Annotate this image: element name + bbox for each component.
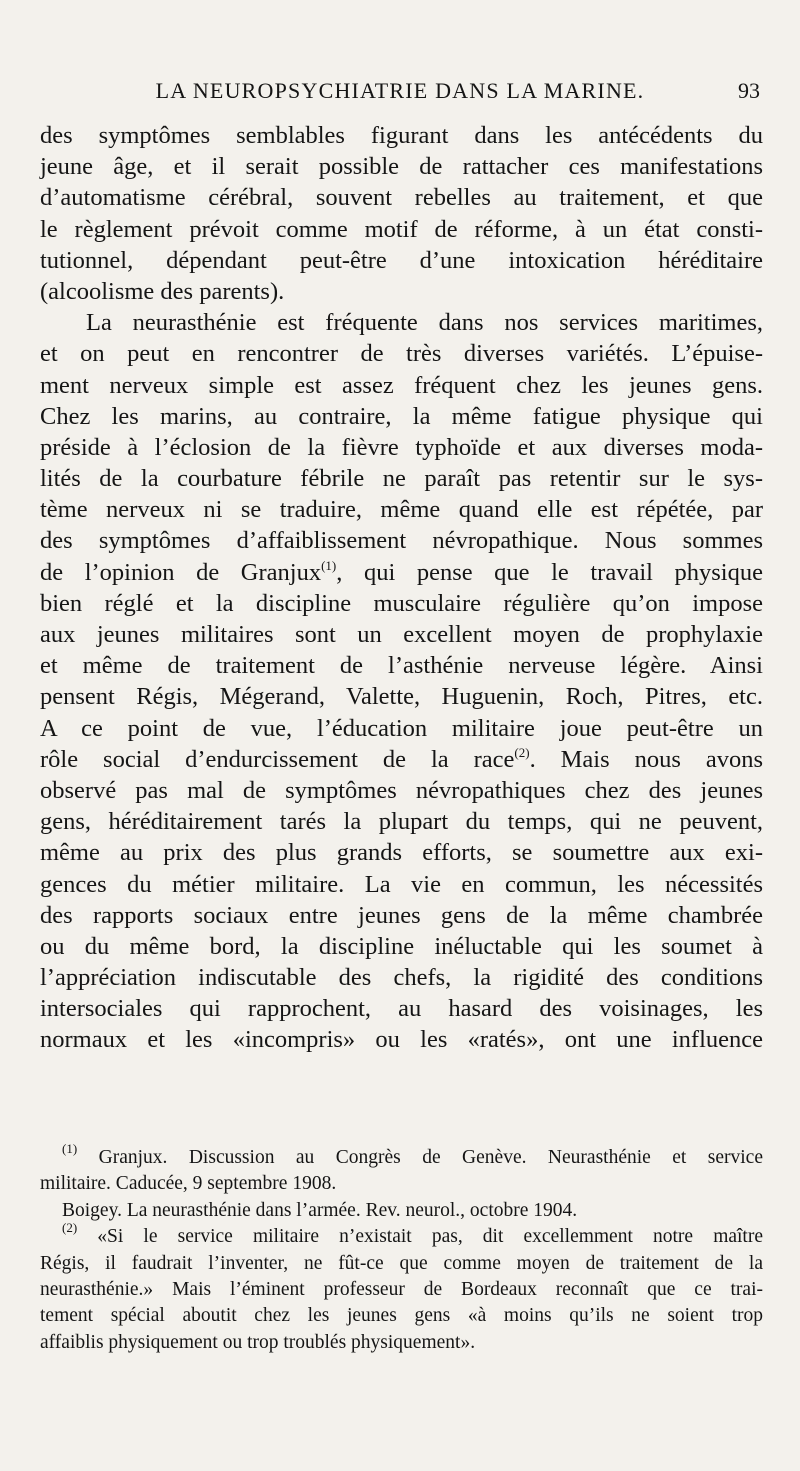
text-line xyxy=(40,525,763,556)
text-line-content: bien réglé et la discipline musculaire régulière qu’on impose xyxy=(40,589,763,617)
footnote-text: «Si le service militaire n’existait pas, dit excellemment notre maître xyxy=(97,1226,763,1248)
text-line xyxy=(40,650,763,681)
text-line-content: observé pas mal de symptômes névropathiques chez des jeunes xyxy=(40,776,763,804)
text-line xyxy=(40,931,763,962)
text-line xyxy=(40,806,763,837)
text-line-content: le règlement prévoit comme motif de réforme, à un état consti- xyxy=(40,215,763,243)
text-line-content: La neurasthénie est fréquente dans nos services maritimes, xyxy=(86,309,763,337)
text-line xyxy=(40,494,763,525)
text-line-content: tème nerveux ni se traduire, même quand elle est répétée, par xyxy=(40,496,763,524)
text-line-content: rôle social d’endurcissement de la race xyxy=(40,745,515,773)
footnote-line xyxy=(40,1198,763,1224)
text-line-content: des symptômes semblables figurant dans les antécédents du xyxy=(40,122,763,149)
text-line xyxy=(40,993,763,1024)
text-line-content: normaux et les «incompris» ou les «ratés», ont une influence xyxy=(40,1026,763,1054)
footnote-reference: (1) xyxy=(321,557,337,573)
footnotes xyxy=(40,1141,763,1356)
text-line-continuation: , qui pense que le travail physique xyxy=(336,558,763,586)
text-line-content: d’automatisme cérébral, souvent rebelles au traitement, et que xyxy=(40,184,763,212)
text-line-continuation: . Mais nous avons xyxy=(529,745,763,773)
footnote-reference: (2) xyxy=(514,744,530,760)
text-line xyxy=(40,276,763,307)
footnote-text: militaire. Caducée, 9 septembre 1908. xyxy=(40,1173,337,1195)
footnote-line xyxy=(40,1303,763,1329)
text-line xyxy=(40,338,763,369)
footnote-text: Régis, il faudrait l’inventer, ne fût-ce que comme moyen de traitement de la xyxy=(40,1252,763,1274)
running-title: LA NEUROPSYCHIATRIE DANS LA MARINE. xyxy=(155,78,645,103)
text-line-content: de l’opinion de Granjux xyxy=(40,558,322,586)
footnote-text: Granjux. Discussion au Congrès de Genève. Neurasthénie et service xyxy=(98,1147,763,1168)
text-line-content: Chez les marins, au contraire, la même fatigue physique qui xyxy=(40,402,763,430)
footnote-line xyxy=(40,1141,763,1171)
text-line-content: A ce point de vue, l’éducation militaire joue peut-être un xyxy=(40,714,763,742)
footnote-line xyxy=(40,1330,763,1356)
text-line xyxy=(40,151,763,182)
text-line-content: tutionnel, dépendant peut-être d’une intoxication héréditaire xyxy=(40,246,763,274)
footnote-text: affaiblis physiquement ou trop troublés physiquement». xyxy=(40,1331,476,1353)
text-line xyxy=(40,370,763,401)
text-line-content: des rapports sociaux entre jeunes gens de la même chambrée xyxy=(40,901,763,929)
text-line xyxy=(40,182,763,213)
text-line xyxy=(40,401,763,432)
text-line-content: (alcoolisme des parents). xyxy=(40,277,285,305)
page-header xyxy=(40,78,760,110)
text-line-content: ment nerveux simple est assez fréquent chez les jeunes gens. xyxy=(40,371,763,399)
text-line-content: jeune âge, et il serait possible de rattacher ces manifestations xyxy=(40,153,763,181)
text-line xyxy=(40,869,763,900)
text-line xyxy=(40,837,763,868)
text-line xyxy=(40,900,763,931)
text-line-content: même au prix des plus grands efforts, se soumettre aux exi- xyxy=(40,839,763,867)
text-line xyxy=(40,120,763,151)
text-line xyxy=(40,432,763,463)
text-line-content: pensent Régis, Mégerand, Valette, Huguenin, Roch, Pitres, etc. xyxy=(40,683,763,711)
main-text xyxy=(40,120,763,1056)
text-line-content: gences du métier militaire. La vie en commun, les nécessités xyxy=(40,870,763,898)
text-line xyxy=(40,775,763,806)
footnote-text: neurasthénie.» Mais l’éminent professeur de Bordeaux reconnaît que ce trai- xyxy=(40,1278,763,1300)
footnote-text: tement spécial aboutit chez les jeunes gens «à moins qu’ils ne soient trop xyxy=(40,1305,763,1327)
text-line xyxy=(40,713,763,744)
text-line-content: gens, héréditairement tarés la plupart du temps, qui ne peuvent, xyxy=(40,808,763,836)
footnote-marker: (2) xyxy=(62,1220,78,1236)
text-line xyxy=(40,557,763,588)
text-line xyxy=(40,245,763,276)
text-line xyxy=(40,962,763,993)
text-line-content: l’appréciation indiscutable des chefs, la rigidité des conditions xyxy=(40,964,763,992)
text-line xyxy=(40,681,763,712)
text-line xyxy=(40,307,763,338)
page-number: 93 xyxy=(738,78,760,103)
text-line xyxy=(40,214,763,245)
text-line-content: des symptômes d’affaiblissement névropathique. Nous sommes xyxy=(40,527,763,555)
text-line xyxy=(40,744,763,775)
text-line-content: et même de traitement de l’asthénie nerveuse légère. Ainsi xyxy=(40,652,763,680)
footnote-marker: (1) xyxy=(62,1141,78,1156)
text-line-content: aux jeunes militaires sont un excellent moyen de prophylaxie xyxy=(40,621,763,648)
text-line xyxy=(40,1024,763,1055)
text-line-content: ou du même bord, la discipline inéluctable qui les soumet à xyxy=(40,932,763,960)
text-line xyxy=(40,463,763,494)
text-line-content: préside à l’éclosion de la fièvre typhoïde et aux diverses moda- xyxy=(40,433,763,461)
footnote-line xyxy=(40,1171,763,1197)
text-line xyxy=(40,588,763,619)
footnote-text: Boigey. La neurasthénie dans l’armée. Rev. neurol., octobre 1904. xyxy=(62,1199,578,1221)
footnote-line xyxy=(40,1220,763,1250)
text-line-content: lités de la courbature fébrile ne paraît pas retentir sur le sys- xyxy=(40,465,763,493)
footnote-line xyxy=(40,1251,763,1277)
footnote-line xyxy=(40,1277,763,1303)
text-line-content: et on peut en rencontrer de très diverses variétés. L’épuise- xyxy=(40,340,763,368)
text-line xyxy=(40,619,763,650)
text-line-content: intersociales qui rapprochent, au hasard des voisinages, les xyxy=(40,995,763,1023)
